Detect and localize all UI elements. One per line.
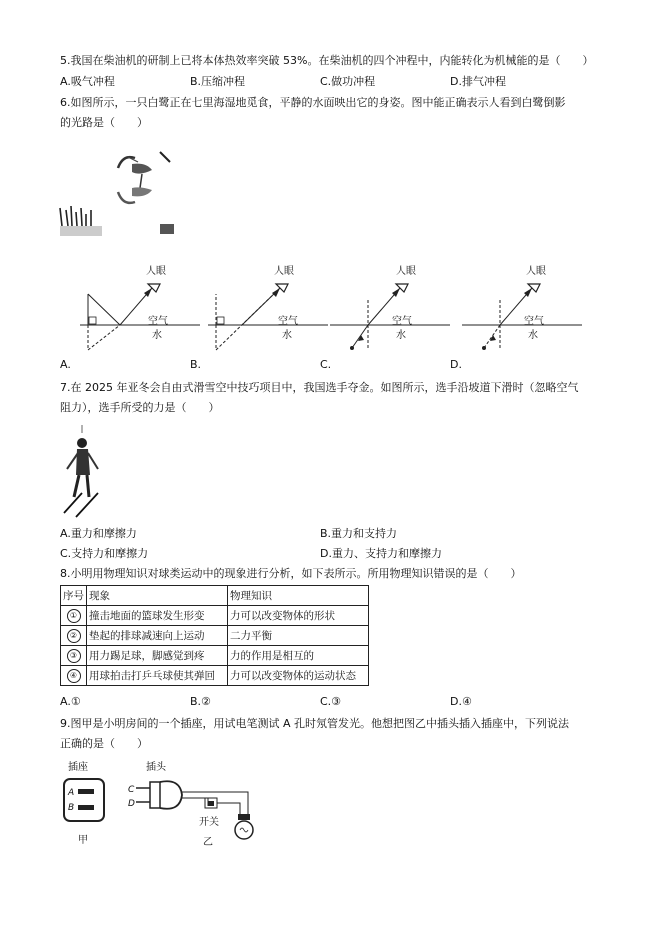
q6-d-air-label: 空气 xyxy=(524,316,544,327)
q7-option-d[interactable]: D.重力、支持力和摩擦力 xyxy=(320,547,442,560)
fig-b-caption: 乙 xyxy=(203,837,213,848)
q7-stem-line2: 阻力），选手所受的力是（ ） xyxy=(60,401,220,414)
q6-a-eye-label: 人眼 xyxy=(146,266,166,277)
q6-b-eye-label: 人眼 xyxy=(274,266,294,277)
table-cell-index: ③ xyxy=(67,649,81,663)
plug-d-label: D xyxy=(128,799,135,809)
table-row xyxy=(61,606,369,626)
q6-d-water-label: 水 xyxy=(528,330,538,341)
q9-stem-line2: 正确的是（ ） xyxy=(60,737,148,750)
q8-option-a[interactable]: A.① xyxy=(60,695,81,708)
table-header-row xyxy=(61,586,369,606)
q6-b-air-label: 空气 xyxy=(278,316,298,327)
table-cell-index: ① xyxy=(67,609,81,623)
q6-diagram-b xyxy=(208,270,328,350)
q6-c-eye-label: 人眼 xyxy=(396,266,416,277)
q8-stem: 8.小明用物理知识对球类运动中的现象进行分析，如下表所示。所用物理知识错误的是（ ） xyxy=(60,567,522,580)
q5-option-b[interactable]: B.压缩冲程 xyxy=(190,75,246,88)
q6-b-water-label: 水 xyxy=(282,330,292,341)
table-cell: 力可以改变物体的运动状态 xyxy=(228,666,369,686)
q6-stem-line1: 6.如图所示，一只白鹭正在七里海湿地觅食，平静的水面映出它的身姿。图中能正确表示人看到白鹭倒影 xyxy=(60,96,566,109)
table-header-cell: 序号 xyxy=(61,586,87,606)
q7-option-b[interactable]: B.重力和支持力 xyxy=(320,527,398,540)
q6-diagram-d xyxy=(462,270,582,350)
q6-c-water-label: 水 xyxy=(396,330,406,341)
socket-b-label: B xyxy=(68,803,75,813)
egret-photo xyxy=(60,148,180,238)
table-row xyxy=(61,646,369,666)
table-cell: 撞击地面的篮球发生形变 xyxy=(87,606,228,626)
socket-label: 插座 xyxy=(68,762,88,773)
table-cell: 垫起的排球减速向上运动 xyxy=(87,626,228,646)
q8-table xyxy=(60,585,369,686)
q6-diagram-a xyxy=(80,270,200,350)
q7-option-a[interactable]: A.重力和摩擦力 xyxy=(60,527,137,540)
q6-a-air-label: 空气 xyxy=(148,316,168,327)
q5-option-a[interactable]: A.吸气冲程 xyxy=(60,75,115,88)
table-header-cell: 物理知识 xyxy=(228,586,369,606)
skier-photo xyxy=(62,425,110,520)
q8-option-b[interactable]: B.② xyxy=(190,695,211,708)
q5-option-d[interactable]: D.排气冲程 xyxy=(450,75,506,88)
table-cell: 力可以改变物体的形状 xyxy=(228,606,369,626)
q9-stem-line1: 9.图甲是小明房间的一个插座，用试电笔测试 A 孔时氖管发光。他想把图乙中插头插入插座中，下列说法 xyxy=(60,717,570,730)
socket-a-label: A xyxy=(68,788,75,798)
table-cell: 力的作用是相互的 xyxy=(228,646,369,666)
table-cell: 二力平衡 xyxy=(228,626,369,646)
q7-option-c[interactable]: C.支持力和摩擦力 xyxy=(60,547,149,560)
q8-option-d[interactable]: D.④ xyxy=(450,695,472,708)
fig-a-caption: 甲 xyxy=(78,835,88,846)
table-row xyxy=(61,666,369,686)
table-cell-index: ④ xyxy=(67,669,81,683)
plug-label: 插头 xyxy=(146,762,166,773)
q6-stem-line2: 的光路是（ ） xyxy=(60,116,148,129)
table-row xyxy=(61,626,369,646)
q6-option-c[interactable]: C. xyxy=(320,358,332,371)
q6-a-water-label: 水 xyxy=(152,330,162,341)
q6-option-d[interactable]: D. xyxy=(450,358,462,371)
q7-stem-line1: 7.在 2025 年亚冬会自由式滑雪空中技巧项目中，我国选手夺金。如图所示，选手沿坡道下滑时（忽略空气 xyxy=(60,381,579,394)
q6-diagram-c xyxy=(330,270,450,350)
table-cell-index: ② xyxy=(67,629,81,643)
q6-option-b[interactable]: B. xyxy=(190,358,202,371)
q5-option-c[interactable]: C.做功冲程 xyxy=(320,75,376,88)
switch-label: 开关 xyxy=(199,817,219,828)
q5-stem: 5.我国在柴油机的研制上已将本体热效率突破 53%。在柴油机的四个冲程中，内能转化为机械能的是（ ） xyxy=(60,54,594,67)
table-cell: 用力踢足球，脚感觉到疼 xyxy=(87,646,228,666)
table-header-cell: 现象 xyxy=(87,586,228,606)
q6-d-eye-label: 人眼 xyxy=(526,266,546,277)
table-cell: 用球拍击打乒乓球使其弹回 xyxy=(87,666,228,686)
q6-option-a[interactable]: A. xyxy=(60,358,71,371)
plug-c-label: C xyxy=(128,785,135,795)
q8-option-c[interactable]: C.③ xyxy=(320,695,342,708)
q6-c-air-label: 空气 xyxy=(392,316,412,327)
